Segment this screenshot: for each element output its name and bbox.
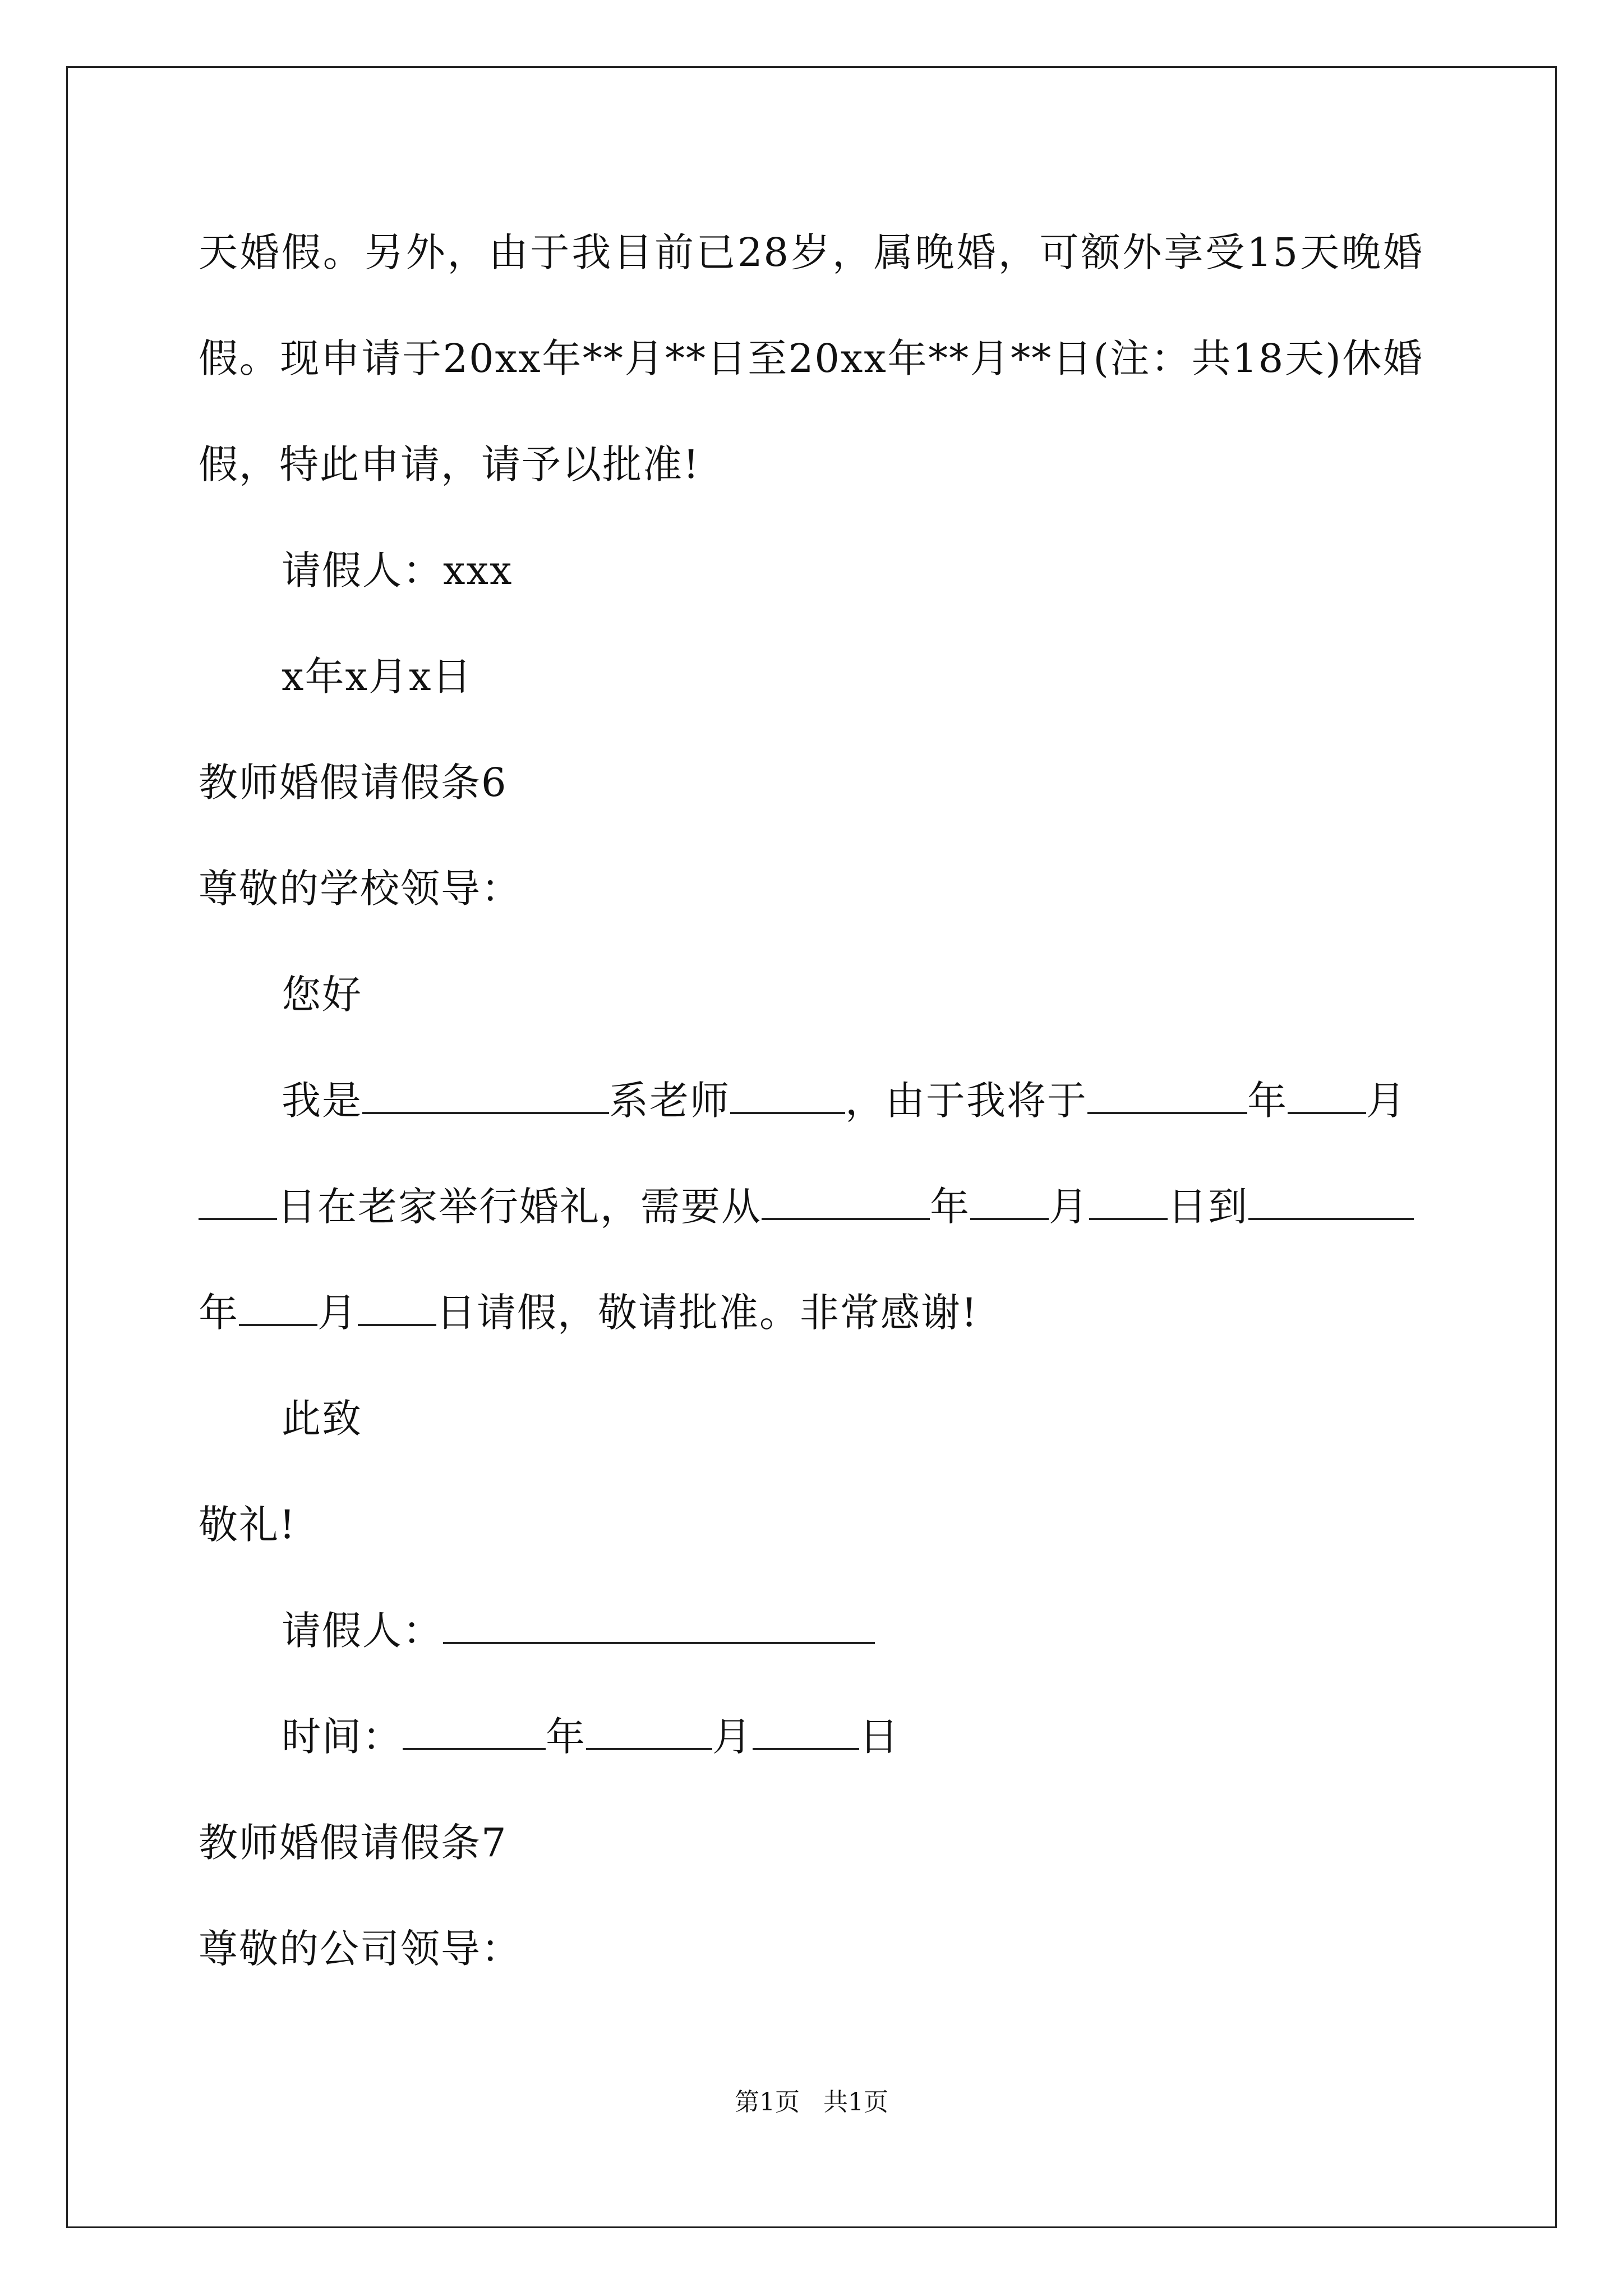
blank-sign-day[interactable] [753,1713,859,1750]
blank-year[interactable] [1087,1077,1247,1114]
greeting-company: 尊敬的公司领导： [199,1926,522,1972]
closing-respect: 敬礼! [199,1502,297,1548]
blank-to-month[interactable] [239,1289,317,1326]
blank-month[interactable] [1288,1077,1366,1114]
hello-line: 您好 [282,972,362,1018]
blank-department[interactable] [362,1077,609,1114]
blank-from-day[interactable] [1089,1183,1168,1220]
blank-to-year[interactable] [1248,1183,1414,1220]
blank-applicant-name[interactable] [443,1607,875,1644]
blank-day[interactable] [199,1183,277,1220]
greeting-school: 尊敬的学校领导： [199,866,522,912]
form-text: 日到 [1168,1184,1248,1230]
section-heading-7: 教师婚假请假条7 [199,1820,508,1866]
blank-sign-month[interactable] [586,1713,712,1750]
blank-sign-year[interactable] [403,1713,546,1750]
blank-from-month[interactable] [970,1183,1049,1220]
applicant-label: 请假人： [282,1608,443,1654]
closing-salute: 此致 [282,1396,362,1442]
form-line-3 [199,1287,978,1338]
paragraph-line-1: 天婚假。另外，由于我目前已28岁，属晚婚，可额外享受15天晚婚 [199,229,1423,275]
day-label: 日 [859,1714,900,1760]
date-line: x年x月x日 [282,654,473,700]
form-text: 系老师 [609,1078,730,1124]
time-signature-line [282,1711,900,1762]
form-text: 月 [1366,1078,1407,1124]
paragraph-line-3: 假，特此申请，请予以批准! [199,441,700,487]
form-text: 月 [1049,1184,1089,1230]
year-label: 年 [546,1714,586,1760]
blank-teacher-name[interactable] [730,1077,845,1114]
form-text: 年 [199,1290,239,1336]
form-text: 月 [317,1290,358,1336]
form-text: 日请假，敬请批准。非常感谢! [436,1290,979,1336]
form-text: ，由于我将于 [845,1078,1087,1124]
page-border [66,66,1557,2228]
applicant-signature-line [282,1605,875,1656]
page-footer: 第1页 共1页 [735,2088,888,2116]
month-label: 月 [712,1714,753,1760]
time-label: 时间： [282,1714,403,1760]
applicant-line: 请假人：xxx [282,547,513,593]
form-line-1 [282,1075,1407,1126]
blank-to-day[interactable] [358,1289,436,1326]
form-text: 我是 [282,1078,362,1124]
form-text: 年 [930,1184,970,1230]
paragraph-line-2: 假。现申请于20xx年**月**日至20xx年**月**日(注：共18天)休婚 [199,335,1423,381]
form-text: 日在老家举行婚礼，需要从 [277,1184,762,1230]
section-heading-6: 教师婚假请假条6 [199,760,508,806]
blank-from-year[interactable] [762,1183,930,1220]
form-text: 年 [1247,1078,1288,1124]
form-line-2 [199,1181,1414,1232]
